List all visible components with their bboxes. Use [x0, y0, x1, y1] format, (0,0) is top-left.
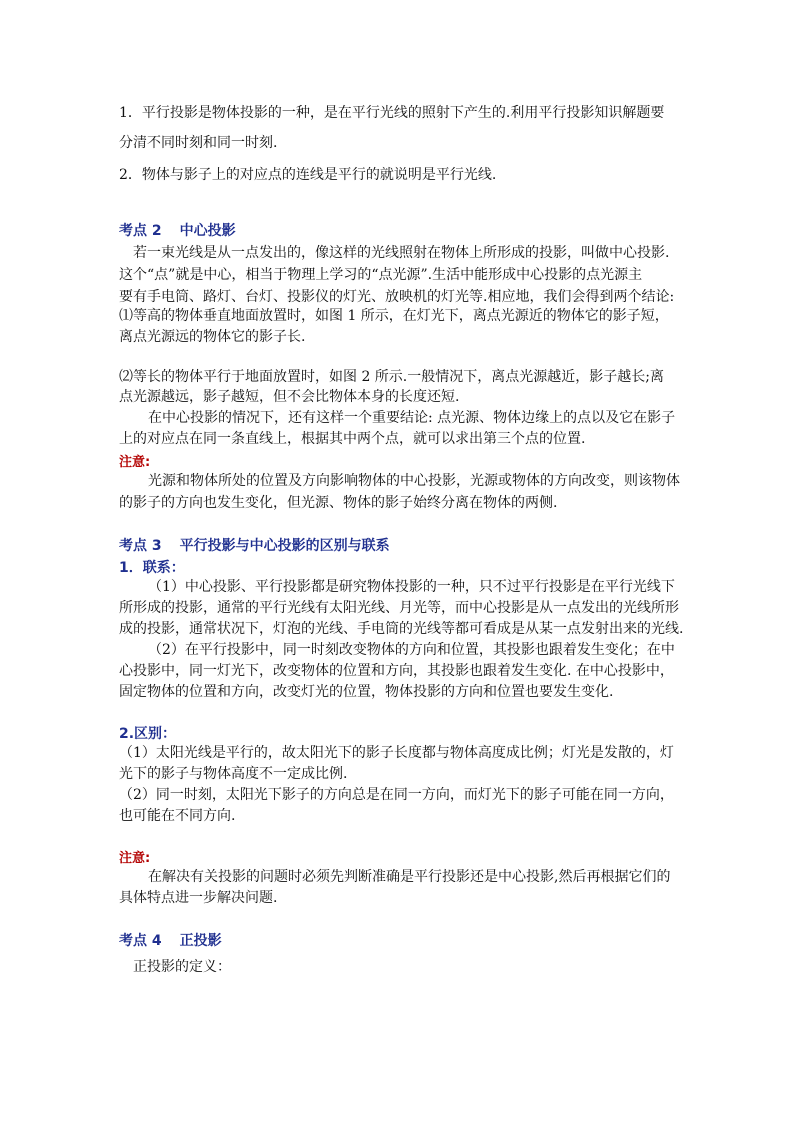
k3-note-line-2: 具体特点进一步解决问题. [119, 890, 278, 906]
section-heading-k2 [119, 220, 236, 240]
k3-b-line-2: 心投影中，同一灯光下，改变物体的位置和方向，其投影也跟着发生变化. 在中心投影中， [119, 663, 674, 679]
section-title: 中心投影 [179, 223, 236, 239]
section-heading-k4 [119, 930, 222, 950]
k3-a-line-2: 所形成的投影，通常的平行光线有太阳光线、月光等，而中心投影是从一点发出的光线所形 [119, 600, 679, 616]
k3-subheading-2: 2.区别： [119, 726, 177, 742]
section-title: 平行投影与中心投影的区别与联系 [179, 538, 390, 554]
k3-a-line-1: （1）中心投影、平行投影都是研究物体投影的一种，只不过平行投影是在平行光线下 [148, 579, 675, 595]
k2-line-8: 在中心投影的情况下，还有这样一个重要结论: 点光源、物体边缘上的点以及它在影子 [148, 410, 676, 426]
intro-paragraph-2: 2．物体与影子上的对应点的连线是平行的就说明是平行光线. [119, 167, 497, 183]
k3-c-line-2: 光下的影子与物体高度不一定成比例. [119, 766, 348, 782]
section-number: 考点 4 [119, 933, 162, 949]
k4-line-1: 正投影的定义： [133, 959, 231, 975]
k3-note-label: 注意: [119, 851, 151, 866]
k2-line-2: 这个“点”就是中心，相当于物理上学习的“点光源”.生活中能形成中心投影的点光源主 [119, 267, 643, 283]
k2-line-9: 上的对应点在同一条直线上，根据其中两个点，就可以求出第三个点的位置. [119, 431, 586, 447]
intro-paragraph-1-line-2: 分清不同时刻和同一时刻. [119, 135, 278, 151]
k2-line-5: 离点光源远的物体它的影子长. [119, 329, 306, 345]
k3-d-line-2: 也可能在不同方向. [119, 808, 236, 824]
k2-note-line-2: 的影子的方向也发生变化，但光源、物体的影子始终分离在物体的两侧. [119, 495, 558, 511]
k3-c-line-1: （1）太阳光线是平行的，故太阳光下的影子长度都与物体高度成比例；灯光是发散的，灯 [119, 745, 674, 761]
k2-note-line-1: 光源和物体所处的位置及方向影响物体的中心投影，光源或物体的方向改变，则该物体 [148, 473, 680, 489]
k3-d-line-1: （2）同一时刻，太阳光下影子的方向总是在同一方向，而灯光下的影子可能在同一方向， [119, 787, 674, 803]
section-number: 考点 3 [119, 538, 162, 554]
k3-b-line-1: （2）在平行投影中，同一时刻改变物体的方向和位置，其投影也跟着发生变化；在中 [148, 642, 675, 658]
k2-line-1: 若一束光线是从一点发出的，像这样的光线照射在物体上所形成的投影，叫做中心投影. [133, 245, 670, 261]
section-title: 正投影 [179, 933, 222, 949]
k3-subheading-1: 1．联系： [119, 560, 185, 576]
k2-line-3: 要有手电筒、路灯、台灯、投影仪的灯光、放映机的灯光等.相应地，我们会得到两个结论: [119, 289, 675, 305]
k2-line-7: 点光源越远，影子越短，但不会比物体本身的长度还短. [119, 389, 460, 405]
intro-paragraph-1-line-1: 1．平行投影是物体投影的一种，是在平行光线的照射下产生的.利用平行投影知识解题要 [119, 105, 665, 121]
k3-b-line-3: 固定物体的位置和方向，改变灯光的位置，物体投影的方向和位置也要发生变化. [119, 684, 614, 700]
k2-line-6: ⑵等长的物体平行于地面放置时，如图 2 所示.一般情况下，离点光源越近，影子越长;离 [119, 369, 664, 385]
k3-a-line-3: 成的投影，通常状况下，灯泡的光线、手电筒的光线等都可看成是从某一点发射出来的光线. [119, 621, 684, 637]
section-heading-k3 [119, 535, 390, 555]
k3-note-line-1: 在解决有关投影的问题时必须先判断准确是平行投影还是中心投影,然后再根据它们的 [148, 869, 671, 885]
k2-note-label: 注意: [119, 455, 151, 470]
section-number: 考点 2 [119, 223, 162, 239]
k2-line-4: ⑴等高的物体垂直地面放置时，如图 1 所示，在灯光下，离点光源近的物体它的影子短， [119, 308, 669, 324]
